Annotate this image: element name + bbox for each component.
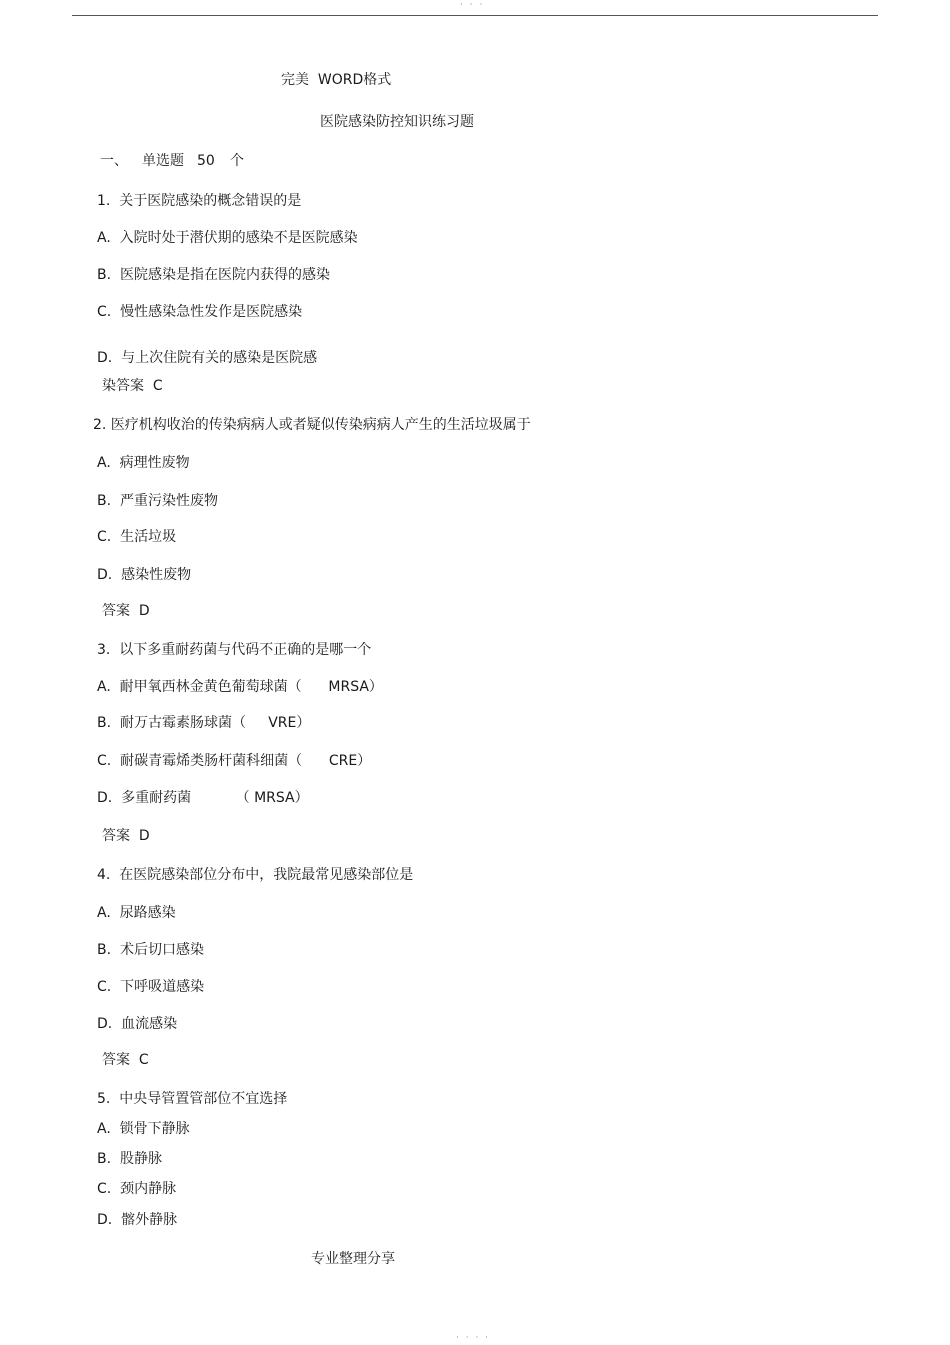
section-label: 单选题 [142, 153, 184, 169]
question-stem: 4. 在医院感染部位分布中，我院最常见感染部位是 [97, 867, 414, 883]
option-item: D. 髂外静脉 [97, 1212, 178, 1228]
answer-line: 染答案 C [102, 378, 163, 394]
top-page-marks: · · · [460, 0, 485, 10]
option-item: A. 耐甲氧西林金黄色葡萄球菌（ MRSA） [97, 679, 383, 695]
question-stem: 5. 中央导管置管部位不宜选择 [97, 1091, 288, 1107]
document-title: 医院感染防控知识练习题 [320, 114, 474, 130]
option-item: C. 慢性感染急性发作是医院感染 [97, 304, 303, 320]
option-item: B. 严重污染性废物 [97, 493, 218, 509]
question-stem: 1. 关于医院感染的概念错误的是 [97, 193, 302, 209]
option-item: D. 血流感染 [97, 1016, 178, 1032]
section-count: 50 [197, 153, 215, 169]
option-item: A. 尿路感染 [97, 905, 176, 921]
option-item: D. 多重耐药菌 （ MRSA） [97, 790, 309, 806]
header-rule [72, 15, 878, 16]
option-item: C. 下呼吸道感染 [97, 979, 205, 995]
answer-line: 答案 D [102, 828, 150, 844]
option-item: D. 感染性废物 [97, 567, 192, 583]
option-item: D. 与上次住院有关的感染是医院感 [97, 350, 318, 366]
section-unit: 个 [230, 153, 244, 169]
section-index: 一、 [100, 153, 128, 169]
option-item: C. 颈内静脉 [97, 1181, 177, 1197]
option-item: C. 耐碳青霉烯类肠杆菌科细菌（ CRE） [97, 753, 372, 769]
option-item: A. 病理性废物 [97, 455, 190, 471]
header-title: 完美 WORD格式 [281, 72, 392, 88]
bottom-page-marks: · · · · [456, 1333, 491, 1343]
page-footer: 专业整理分享 [311, 1251, 395, 1267]
option-item: B. 医院感染是指在医院内获得的感染 [97, 267, 330, 283]
option-item: A. 锁骨下静脉 [97, 1121, 190, 1137]
option-item: C. 生活垃圾 [97, 529, 177, 545]
option-item: B. 股静脉 [97, 1151, 162, 1167]
option-item: B. 耐万古霉素肠球菌（ VRE） [97, 715, 311, 731]
answer-line: 答案 D [102, 603, 150, 619]
question-stem: 2. 医疗机构收治的传染病病人或者疑似传染病病人产生的生活垃圾属于 [93, 417, 531, 433]
question-stem: 3. 以下多重耐药菌与代码不正确的是哪一个 [97, 642, 372, 658]
option-item: B. 术后切口感染 [97, 942, 204, 958]
option-item: A. 入院时处于潜伏期的感染不是医院感染 [97, 230, 358, 246]
answer-line: 答案 C [102, 1052, 149, 1068]
